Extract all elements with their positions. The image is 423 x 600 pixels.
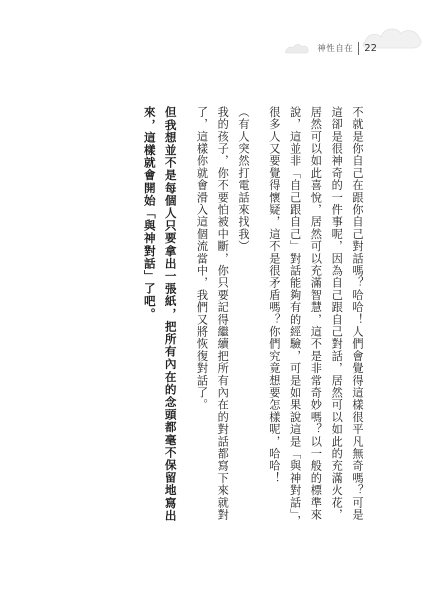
header-divider — [358, 42, 359, 55]
paragraph-1: 不就是你自己在跟你自己對話嗎？哈哈！人們會覺得這樣很平凡無奇嗎？可是這卻是很神奇的一件事呢，因為自己跟自己對話，居然可以如此的充滿火花，居然可以如此喜悅，居然可以充滿智慧，這不是非常奇妙嗎？以一般的標準來說，這並非「自己跟自己」對話能夠有的經驗，可是如果說這是「與神對話」，很多人又要覺得懷疑，這不是很矛盾嗎？你們究竟想要怎樣呢，哈哈！ — [267, 106, 364, 528]
paragraph-4: 但我想並不是每個人只要拿出一張紙，把所有內在的念頭都毫不保留地寫出來，這樣就會開始「與神對話」了吧。 — [142, 106, 178, 522]
paragraph-3: 我的孩子，你不要怕被中斷，你只要記得繼續把所有內在的對話都寫下來就對了，這樣你就會滑入這個流當中，我們又將恢復對話了。 — [195, 106, 230, 521]
header-cloud-icon — [284, 42, 310, 54]
running-header — [284, 39, 377, 57]
body-text — [47, 106, 367, 530]
page-number: 22 — [364, 42, 377, 54]
paragraph-note: （有人突然打電話來找我） — [237, 106, 251, 253]
book-title: 神性自在 — [317, 44, 354, 54]
